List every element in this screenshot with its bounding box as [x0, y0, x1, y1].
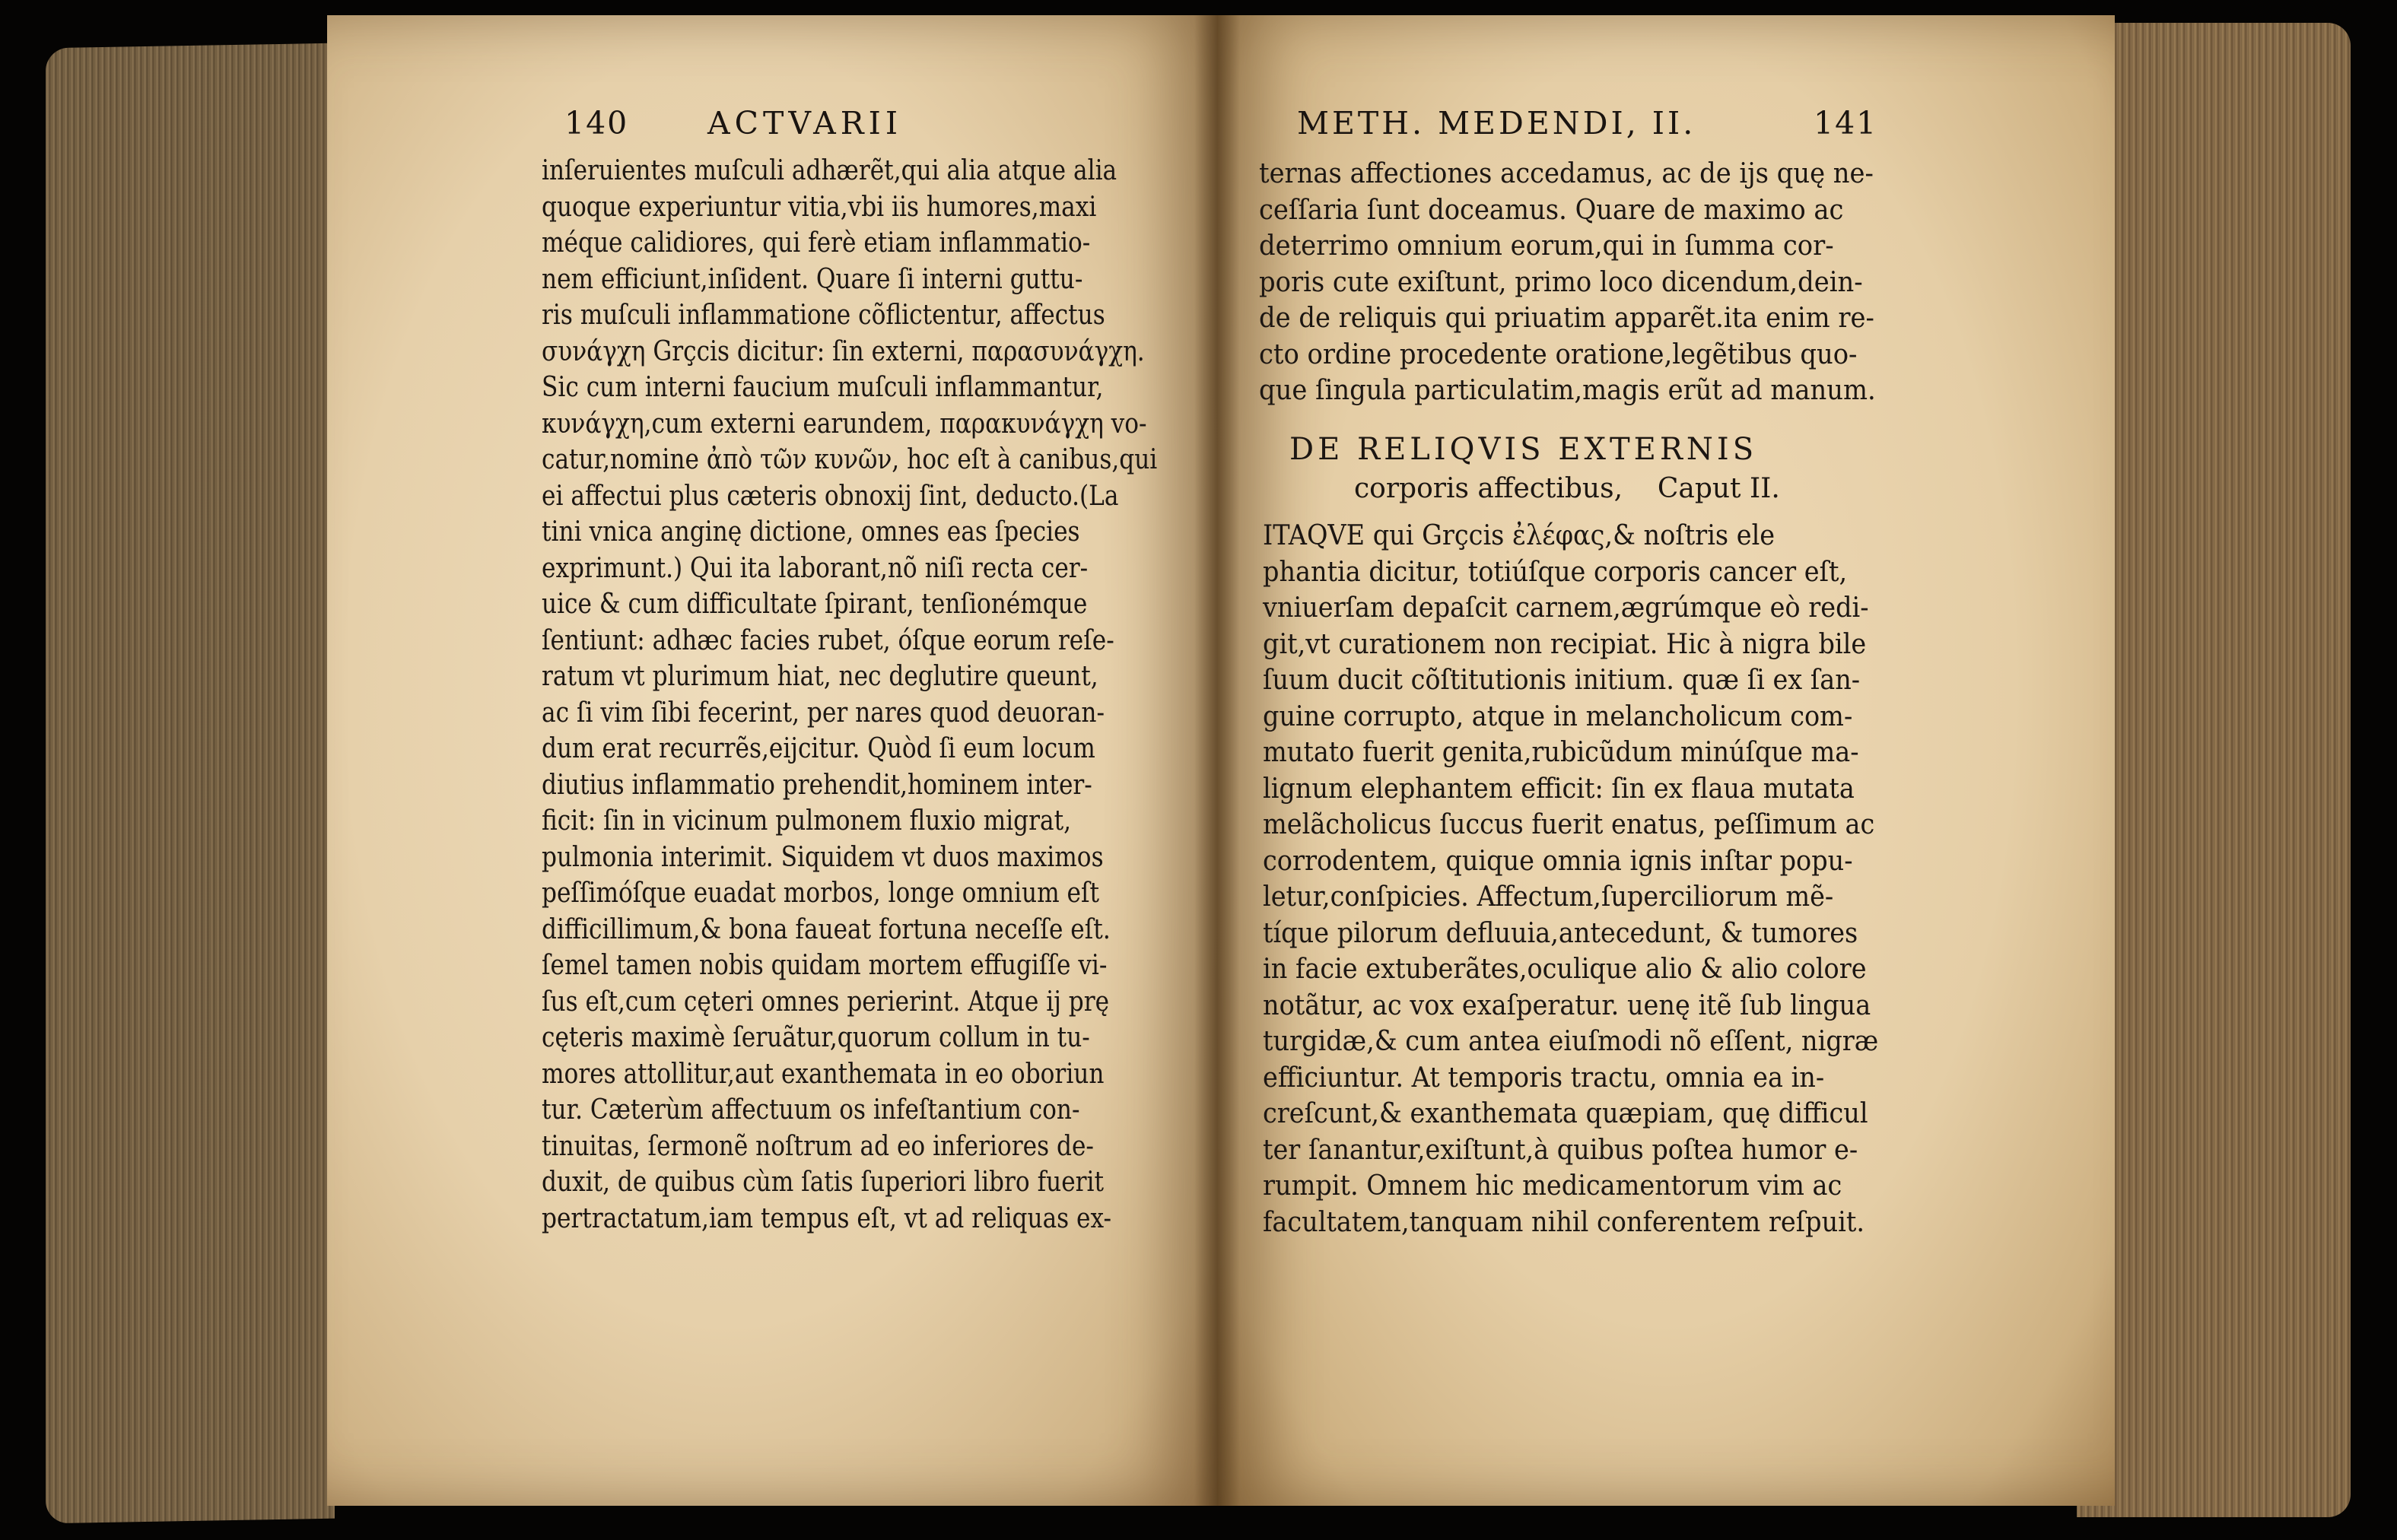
text-line: mutato fuerit genita,rubicũdum minúſque ma- — [1263, 735, 1859, 768]
text-line: phantia dicitur, totiúſque corporis cancer eſt, — [1263, 554, 1848, 588]
text-line: in facie extuberãtes,oculique alio & alio colore — [1263, 952, 1867, 985]
left-page-text — [542, 152, 1157, 1236]
text-line: méque calidiores, qui ferè etiam inflammatio- — [542, 226, 1091, 259]
chapter-heading: DE RELIQVIS EXTERNIS — [1289, 432, 1758, 467]
text-line: nem efficiunt,inſident. Quare ſi interni guttu- — [542, 262, 1083, 295]
text-line: ſemel tamen nobis quidam mortem effugiſſe vi- — [542, 948, 1108, 981]
text-line: lignum elephantem efficit: ſin ex flaua mutata — [1263, 771, 1855, 805]
text-line: guine corrupto, atque in melancholicum com- — [1263, 699, 1853, 732]
text-line: mores attollitur,aut exanthemata in eo oboriun — [542, 1056, 1105, 1090]
right-page-number: 141 — [1814, 105, 1878, 141]
text-line: dum erat recurrẽs,eijcitur. Quòd ſi eum locum — [542, 732, 1095, 764]
text-line: συνάγχη Grçcis dicitur: ſin externi, παρασυνάγχη. — [542, 334, 1145, 367]
left-page-edges — [46, 43, 335, 1524]
right-page-text-top — [1259, 155, 1876, 408]
text-line: ſus eſt,cum cęteri omnes perierint. Atque ij prę — [542, 984, 1110, 1018]
text-line: tur. Cæterùm affectuum os infeſtantium con- — [542, 1093, 1080, 1126]
text-line: quoque experiuntur vitia,vbi iis humores,maxi — [542, 189, 1097, 223]
text-line: letur,conſpicies. Affectum,ſuperciliorum mẽ- — [1263, 880, 1834, 913]
text-line: ITAQVE qui Grçcis ἐλέφας,& noſtris ele — [1263, 519, 1775, 551]
text-line: pertractatum,iam tempus eſt, vt ad reliquas ex- — [542, 1201, 1112, 1234]
text-line: ratum vt plurimum hiat, nec deglutire queunt, — [542, 659, 1098, 692]
text-line: de de reliquis qui priuatim apparẽt.ita enim re- — [1259, 301, 1874, 334]
right-page-edges — [2077, 23, 2351, 1517]
text-line: corrodentem, quique omnia ignis inſtar popu- — [1263, 843, 1853, 877]
chapter-subheading: corporis affectibus, Caput II. — [1354, 473, 1780, 504]
text-line: ficit: ſin in vicinum pulmonem fluxio migrat, — [542, 804, 1072, 837]
text-line: κυνάγχη,cum externi earundem, παρακυνάγχη vo- — [542, 406, 1147, 440]
text-line: peſſimóſque euadat morbos, longe omnium eſt — [542, 876, 1100, 909]
text-line: uice & cum difficultate ſpirant, tenſionémque — [542, 587, 1088, 620]
text-line: vniuerſam depaſcit carnem,ægrúmque eò redi- — [1263, 591, 1869, 624]
text-line: ter ſanantur,exiſtunt,à quibus poſtea humor e- — [1263, 1132, 1858, 1166]
text-line: turgidæ,& cum antea eiuſmodi nõ eſſent, nigræ — [1263, 1024, 1879, 1057]
text-line: exprimunt.) Qui ita laborant,nõ niſi recta cer- — [542, 551, 1089, 584]
text-line: creſcunt,& exanthemata quæpiam, quę difficul — [1263, 1097, 1868, 1129]
text-line: cęteris maximè ſeruãtur,quorum collum in tu- — [542, 1021, 1090, 1053]
text-line: poris cute exiſtunt, primo loco dicendum,dein- — [1259, 265, 1863, 298]
text-line: difficillimum,& bona faueat fortuna neceſſe eſt. — [542, 912, 1111, 945]
text-line: tinuitas, ſermonẽ noſtrum ad eo inferiores de- — [542, 1129, 1094, 1162]
text-line: ac ſi vim ſibi fecerint, per nares quod deuoran- — [542, 695, 1105, 729]
text-line: que ſingula particulatim,magis erũt ad manum. — [1259, 373, 1876, 406]
text-line: inſeruientes muſculi adhærẽt,qui alia atque alia — [542, 154, 1117, 186]
text-line: efficiuntur. At temporis tractu, omnia ea in- — [1263, 1060, 1825, 1094]
text-line: ceſſaria ſunt doceamus. Quare de maximo ac — [1259, 192, 1844, 226]
left-page-number: 140 — [564, 105, 629, 141]
right-page-text-bottom — [1263, 517, 1878, 1240]
text-line: duxit, de quibus cùm ſatis ſuperiori libro fuerit — [542, 1165, 1105, 1198]
text-line: catur,nomine ἀπὸ τῶν κυνῶν, hoc eſt à canibus,qui — [542, 443, 1158, 475]
text-line: ei affectui plus cæteris obnoxij ſint, deducto.(La — [542, 478, 1119, 512]
text-line: cto ordine procedente oratione,legẽtibus quo- — [1259, 337, 1858, 370]
text-line: Sic cum interni faucium muſculi inflammantur, — [542, 370, 1104, 403]
text-line: ſuum ducit cõſtitutionis initium. quæ ſi ex ſan- — [1263, 663, 1861, 696]
text-line: melãcholicus ſuccus fuerit enatus, peſſimum ac — [1263, 808, 1875, 840]
text-line: pulmonia interimit. Siquidem vt duos maximos — [542, 840, 1104, 873]
book-gutter — [1194, 15, 1240, 1506]
text-line: ternas affectiones accedamus, ac de ijs quę ne- — [1259, 157, 1874, 189]
right-running-head: METH. MEDENDI, II. — [1297, 105, 1696, 141]
text-line: ris muſculi inflammatione cõflictentur, affectus — [542, 298, 1105, 331]
text-line: tini vnica anginę dictione, omnes eas ſpecies — [542, 515, 1080, 548]
text-line: rumpit. Omnem hic medicamentorum vim ac — [1263, 1169, 1842, 1202]
text-line: tíque pilorum defluuia,antecedunt, & tumores — [1263, 916, 1858, 949]
text-line: diutius inflammatio prehendit,hominem inter- — [542, 767, 1092, 801]
text-line: deterrimo omnium eorum,qui in ſumma cor- — [1259, 229, 1834, 262]
text-line: ſentiunt: adhæc facies rubet, óſque eorum reſe- — [542, 623, 1114, 656]
text-line: git,vt curationem non recipiat. Hic à nigra bile — [1263, 627, 1867, 660]
text-line: notãtur, ac vox exaſperatur. uenę itẽ ſub lingua — [1263, 988, 1871, 1021]
left-running-head: ACTVARII — [707, 105, 903, 141]
text-line: facultatem,tanquam nihil conferentem reſpuit. — [1263, 1205, 1865, 1238]
